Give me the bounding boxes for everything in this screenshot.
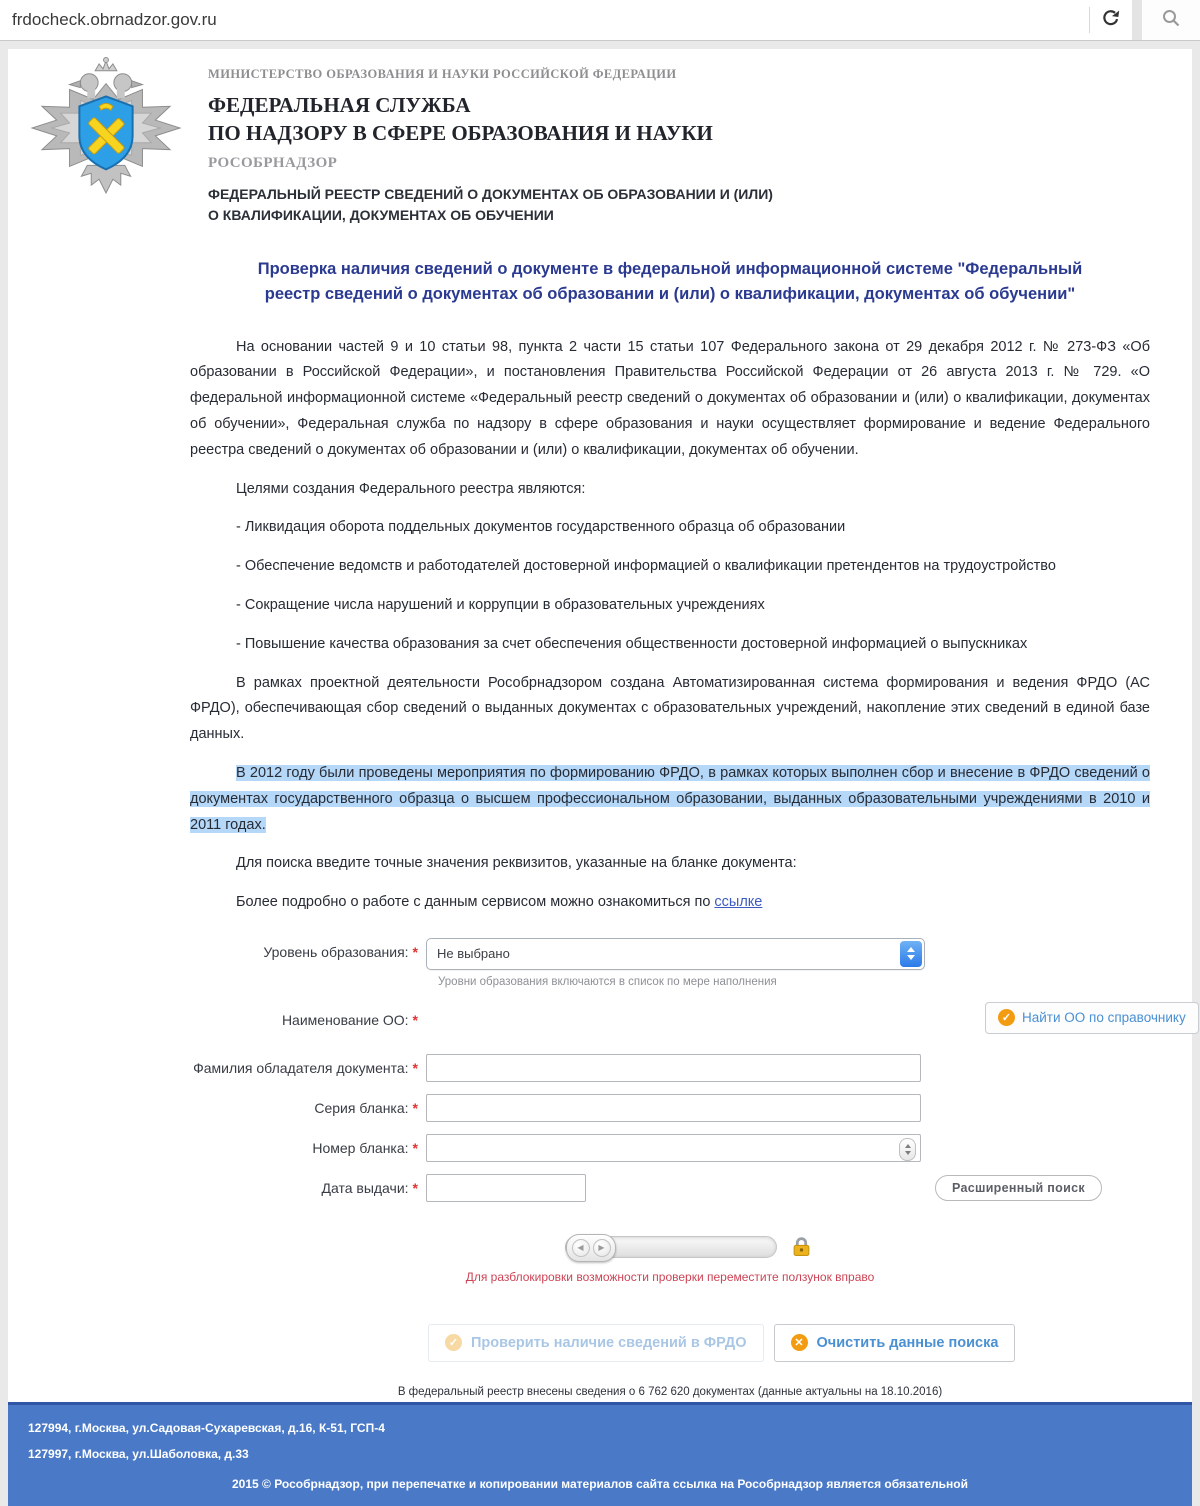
unlock-slider-track[interactable] [565,1236,777,1258]
issue-date-label: Дата выдачи: * [321,1179,418,1196]
unlock-slider-zone [190,1236,1150,1284]
page-title: Проверка наличия сведений о документе в федеральной информационной системе "Федеральный реестр сведений о документах об образовании и (или) о квалификации, документах об обучении" [257,260,1083,303]
footer-address-2: 127997, г.Москва, ул.Шаболовка, д.33 [28,1446,249,1461]
reload-icon [1100,7,1122,34]
issue-date-row [190,1174,1150,1202]
unlock-instruction: Для разблокировки возможности проверки переместите ползунок вправо [465,1269,875,1284]
education-level-row [190,938,1150,988]
number-row [190,1134,1150,1162]
ministry-line: МИНИСТЕРСТВО ОБРАЗОВАНИЯ И НАУКИ РОССИЙСКОЙ ФЕДЕРАЦИИ [208,67,677,81]
registry-stats: В федеральный реестр внесены сведения о 6 762 620 документах (данные актуальны на 18.10.2016) [397,1385,943,1398]
registry-line-1: ФЕДЕРАЛЬНЫЙ РЕЕСТР СВЕДЕНИЙ О ДОКУМЕНТАХ ОБ ОБРАЗОВАНИИ И (ИЛИ) [208,185,773,202]
number-label: Номер бланка: * [312,1139,418,1156]
series-row [190,1094,1150,1122]
search-bar[interactable] [1132,0,1200,40]
footer-address-1: 127994, г.Москва, ул.Садовая-Сухаревская, д.16, К-51, ГСП-4 [28,1420,385,1435]
address-bar[interactable]: frdocheck.obrnadzor.gov.ru [12,10,217,29]
goal-item: - Сокращение числа нарушений и коррупции в образовательных учреждениях [236,596,765,613]
series-input[interactable] [426,1094,921,1122]
slider-right-arrow-icon: ▶ [593,1239,611,1257]
checkmark-icon: ✓ [445,1334,462,1351]
more-info-text: Более подробно о работе с данным сервисом можно ознакомиться по [236,894,715,911]
registry-name [208,184,773,227]
required-marker: * [412,1179,418,1196]
frdo-paragraph: В рамках проектной деятельности Рособрнадзором создана Автоматизированная система формирования и ведения ФРДО (АС ФРДО), обеспечивающая сбор сведений о выданных документах с образовательных учреждений, накопление этих сведений в единой базе данных. [190,674,1150,743]
reload-button[interactable] [1090,0,1132,40]
surname-label: Фамилия обладателя документа: * [193,1059,418,1076]
education-level-select[interactable] [426,938,925,970]
search-instruction: Для поиска введите точные значения реквизитов, указанные на бланке документа: [236,855,797,872]
more-info-line [190,890,1150,916]
header-text-block [208,57,773,227]
goals-intro: Целями создания Федерального реестра являются: [236,480,586,497]
form-actions [428,1324,1150,1362]
advanced-search-button[interactable]: Расширенный поиск [935,1175,1102,1201]
education-level-field [426,938,925,988]
required-marker: * [412,1011,418,1028]
required-marker: * [412,1099,418,1116]
required-marker: * [412,1139,418,1156]
number-input[interactable] [426,1134,921,1162]
rosobrnadzor-emblem-icon [20,57,192,195]
check-frdo-button[interactable]: ✓ Проверить наличие сведений в ФРДО [428,1324,764,1362]
body-text [190,335,1150,916]
number-spinner[interactable] [899,1138,916,1161]
page-background [0,41,1200,1506]
document-check-form [190,938,1186,1398]
series-label: Серия бланка: * [314,1099,418,1116]
education-level-hint: Уровни образования включаются в список по мере наполнения [438,975,777,988]
search-icon [1161,8,1181,33]
checkmark-icon: ✓ [998,1009,1015,1026]
service-line-1: ФЕДЕРАЛЬНАЯ СЛУЖБА [208,93,471,117]
org-lookup-button[interactable]: ✓ Найти ОО по справочнику [985,1002,1199,1034]
clear-search-button[interactable]: ✕ Очистить данные поиска [774,1324,1016,1362]
org-name-row [190,1006,1186,1042]
education-level-label: Уровень образования: * [263,943,418,960]
highlighted-paragraph [190,761,1150,838]
required-marker: * [412,1059,418,1076]
service-name [208,91,773,148]
site-header [8,49,1192,227]
goal-item: - Ликвидация оборота поддельных документов государственного образца об образовании [236,519,846,536]
select-stepper-icon [900,941,922,967]
intro-paragraph: На основании частей 9 и 10 статьи 98, пункта 2 части 15 статьи 107 Федерального закона от 29 декабря 2012 г. № 273-ФЗ «Об образовании в Российской Федерации», и постановления Правительства Российской Федерации от 26 августа 2013 г. № 729. «О федеральной информационной системе «Федеральный реестр сведений о документах об образовании и (или) о квалификации, документах об обучении», Федеральная служба по надзору в сфере образования и науки осуществляет формирование и ведение Федерального реестра сведений о документах об образовании и (или) о квалификации, документах об обучении. [190,338,1150,458]
slider-left-arrow-icon: ◀ [572,1239,590,1257]
browser-toolbar [0,0,1200,41]
org-name-label: Наименование ОО: * [281,1011,418,1028]
unlock-slider-handle[interactable] [566,1234,616,1262]
goal-item: - Повышение качества образования за счет обеспечения общественности достоверной информацией о выпускниках [236,635,1028,652]
clear-x-icon: ✕ [791,1334,808,1351]
main-column [190,257,1186,1398]
page-content [8,49,1192,1402]
site-footer [8,1402,1192,1506]
lock-icon [791,1237,812,1256]
surname-input[interactable] [426,1054,921,1082]
goal-item: - Обеспечение ведомств и работодателей достоверной информацией о квалификации претендентов на трудоустройство [236,558,1056,575]
required-marker: * [412,943,418,960]
surname-row [190,1054,1150,1082]
service-line-2: ПО НАДЗОРУ В СФЕРЕ ОБРАЗОВАНИЯ И НАУКИ [208,121,713,146]
selected-text: В 2012 году были проведены мероприятия по формированию ФРДО, в рамках которых выполнен сбор и внесение в ФРДО сведений о документах государственного образца о высшем профессиональном образовании, выданных образовательными учреждениями в 2010 и 2011 годах. [190,764,1150,833]
select-value: Не выбрано [437,945,510,961]
issue-date-input[interactable] [426,1174,586,1202]
registry-line-2: О КВАЛИФИКАЦИИ, ДОКУМЕНТАХ ОБ ОБУЧЕНИИ [208,207,554,224]
service-abbr: РОСОБРНАДЗОР [208,154,338,171]
footer-copyright: 2015 © Рособрнадзор, при перепечатке и копировании материалов сайта ссылка на Рособрнадзор является обязательной [232,1476,968,1491]
number-field [426,1134,921,1162]
more-info-link[interactable]: ссылке [714,894,763,911]
